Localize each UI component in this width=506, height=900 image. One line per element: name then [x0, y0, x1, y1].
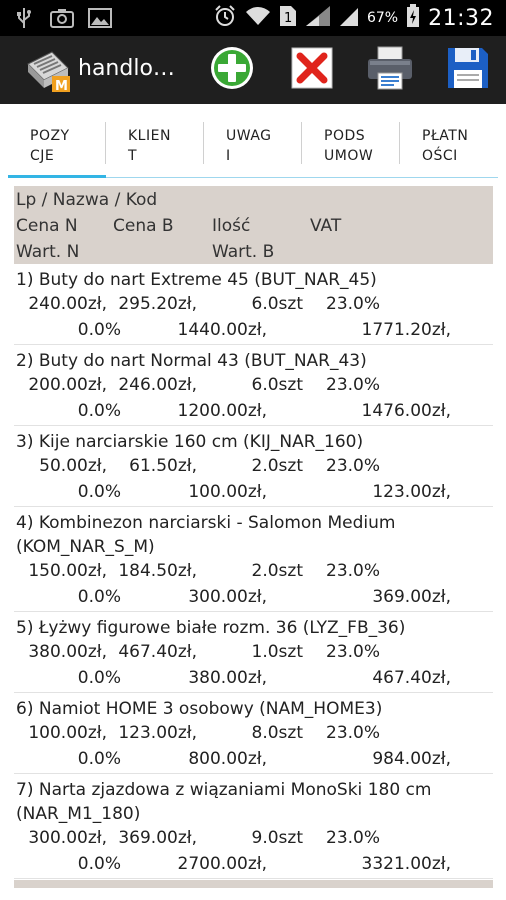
item-wart-n: 2700.00zł,	[177, 854, 267, 874]
item-cena-b: 246.00zł,	[118, 375, 197, 395]
item-name: 1) Buty do nart Extreme 45 (BUT_NAR_45)	[16, 270, 377, 290]
item-name: 5) Łyżwy figurowe białe rozm. 36 (LYZ_FB_36)	[16, 618, 406, 638]
items-list	[14, 264, 493, 879]
item-wart-n: 1440.00zł,	[177, 320, 267, 340]
item-ilosc: 9.0szt	[251, 828, 303, 848]
item-cena-b: 467.40zł,	[118, 642, 197, 662]
item-cena-b: 61.50zł,	[129, 456, 197, 476]
item-vat: 23.0%	[326, 723, 381, 743]
status-bar	[0, 0, 506, 36]
item-wart-n: 300.00zł,	[188, 587, 267, 607]
item-wart-b: 123.00zł,	[372, 482, 451, 502]
save-icon	[446, 46, 490, 94]
item-rabat: 0.0%	[77, 854, 121, 874]
add-button[interactable]	[206, 44, 258, 96]
item-vat: 23.0%	[326, 294, 381, 314]
header-ilosc: Ilość	[212, 216, 251, 236]
list-item[interactable]	[14, 612, 493, 693]
save-button[interactable]	[442, 44, 494, 96]
image-icon	[88, 7, 112, 29]
delete-button[interactable]	[286, 44, 338, 96]
item-cena-n: 380.00zł,	[28, 642, 107, 662]
item-cena-n: 200.00zł,	[28, 375, 107, 395]
item-wart-b: 3321.00zł,	[361, 854, 451, 874]
alarm-icon	[213, 4, 237, 32]
item-name: 4) Kombinezon narciarski - Salomon Medium (KOM_NAR_S_M)	[16, 513, 396, 557]
app-logo-icon[interactable]	[22, 46, 72, 94]
tab-label: UWAG I	[226, 128, 272, 164]
item-ilosc: 2.0szt	[251, 561, 303, 581]
list-item[interactable]	[14, 507, 493, 612]
tab-label: KLIEN T	[128, 128, 171, 164]
item-ilosc: 6.0szt	[251, 375, 303, 395]
item-name: 7) Narta zjazdowa z wiązaniami MonoSki 180 cm (NAR_M1_180)	[16, 780, 432, 824]
item-name: 3) Kije narciarskie 160 cm (KIJ_NAR_160)	[16, 432, 364, 452]
clock: 21:32	[428, 5, 494, 31]
active-tab-indicator	[8, 175, 106, 178]
item-ilosc: 8.0szt	[251, 723, 303, 743]
list-item[interactable]	[14, 693, 493, 774]
battery-icon	[406, 4, 420, 32]
signal-icon	[305, 5, 331, 31]
item-vat: 23.0%	[326, 561, 381, 581]
item-rabat: 0.0%	[77, 482, 121, 502]
item-name: 6) Namiot HOME 3 osobowy (NAM_HOME3)	[16, 699, 383, 719]
list-item[interactable]	[14, 426, 493, 507]
tab-label: PŁATN OŚCI	[422, 128, 469, 164]
action-bar	[0, 36, 506, 104]
item-cena-n: 100.00zł,	[28, 723, 107, 743]
item-wart-b: 467.40zł,	[372, 668, 451, 688]
item-ilosc: 1.0szt	[251, 642, 303, 662]
list-item[interactable]	[14, 264, 493, 345]
delete-icon	[289, 45, 335, 95]
usb-icon	[12, 7, 36, 29]
item-rabat: 0.0%	[77, 587, 121, 607]
wifi-icon	[245, 5, 271, 31]
item-name: 2) Buty do nart Normal 43 (BUT_NAR_43)	[16, 351, 367, 371]
item-vat: 23.0%	[326, 456, 381, 476]
item-cena-n: 300.00zł,	[28, 828, 107, 848]
item-cena-n: 150.00zł,	[28, 561, 107, 581]
item-vat: 23.0%	[326, 642, 381, 662]
item-cena-b: 369.00zł,	[118, 828, 197, 848]
svg-text:1: 1	[283, 11, 293, 26]
signal-icon	[339, 5, 359, 31]
item-wart-n: 380.00zł,	[188, 668, 267, 688]
tab-klient[interactable]	[106, 120, 204, 178]
table-header	[14, 186, 493, 264]
header-wart-n: Wart. N	[16, 242, 80, 262]
item-wart-b: 984.00zł,	[372, 749, 451, 769]
list-item[interactable]	[14, 774, 493, 879]
list-footer-bar	[14, 880, 493, 888]
tab-label: POZY CJE	[30, 128, 70, 164]
svg-text:M: M	[55, 79, 68, 94]
item-rabat: 0.0%	[77, 401, 121, 421]
item-rabat: 0.0%	[77, 749, 121, 769]
item-cena-b: 123.00zł,	[118, 723, 197, 743]
print-icon	[366, 45, 414, 95]
sim-icon	[279, 5, 297, 31]
battery-percent: 67%	[366, 10, 399, 26]
header-cena-b: Cena B	[113, 216, 174, 236]
item-ilosc: 6.0szt	[251, 294, 303, 314]
tab-podsumowanie[interactable]	[302, 120, 400, 178]
print-button[interactable]	[364, 44, 416, 96]
item-wart-b: 1476.00zł,	[361, 401, 451, 421]
header-wart-b: Wart. B	[212, 242, 275, 262]
tab-label: PODS UMOW	[324, 128, 374, 164]
item-cena-n: 240.00zł,	[28, 294, 107, 314]
add-icon	[209, 45, 255, 95]
item-cena-b: 184.50zł,	[118, 561, 197, 581]
app-title[interactable]: handlo…	[78, 56, 175, 81]
item-rabat: 0.0%	[77, 668, 121, 688]
item-wart-n: 100.00zł,	[188, 482, 267, 502]
header-cena-n: Cena N	[16, 216, 78, 236]
item-cena-n: 50.00zł,	[39, 456, 107, 476]
item-cena-b: 295.20zł,	[118, 294, 197, 314]
tab-pozycje[interactable]	[8, 120, 106, 178]
item-wart-b: 369.00zł,	[372, 587, 451, 607]
item-vat: 23.0%	[326, 375, 381, 395]
item-wart-b: 1771.20zł,	[361, 320, 451, 340]
tab-platnosci[interactable]	[400, 120, 498, 178]
item-ilosc: 2.0szt	[251, 456, 303, 476]
header-vat: VAT	[310, 216, 342, 236]
camera-icon	[50, 7, 74, 29]
tab-bar	[8, 120, 498, 178]
item-wart-n: 1200.00zł,	[177, 401, 267, 421]
tab-uwagi[interactable]	[204, 120, 302, 178]
item-wart-n: 800.00zł,	[188, 749, 267, 769]
list-item[interactable]	[14, 345, 493, 426]
header-lp-nazwa-kod: Lp / Nazwa / Kod	[16, 190, 158, 210]
item-vat: 23.0%	[326, 828, 381, 848]
item-rabat: 0.0%	[77, 320, 121, 340]
